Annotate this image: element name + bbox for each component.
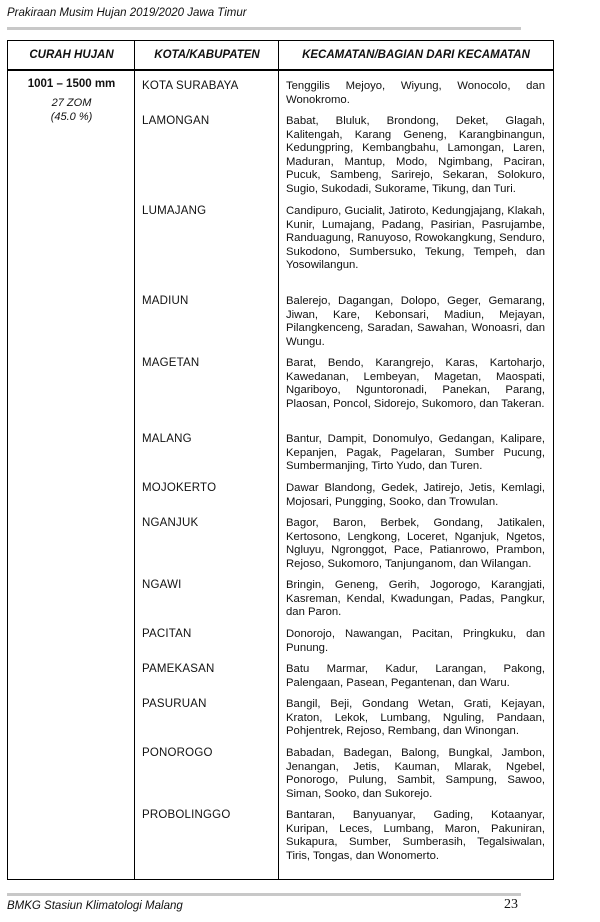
- rainfall-amount: 1001 – 1500 mm: [27, 78, 116, 90]
- city-name: MALANG: [142, 433, 192, 445]
- column-header-curah-hujan: CURAH HUJAN: [29, 49, 114, 61]
- kecamatan-list: Donorojo, Nawangan, Pacitan, Pringkuku, dan Punung.: [286, 628, 545, 654]
- table-header: [8, 41, 553, 71]
- kecamatan-list: Bringin, Geneng, Gerih, Jogorogo, Karangjati, Kasreman, Kendal, Kwadungan, Padas, Pangkur, dan Paron.: [286, 579, 545, 619]
- kecamatan-list: Bantaran, Banyuanyar, Gading, Kotaanyar, Kuripan, Leces, Lumbang, Maron, Pakuniran, Sukapura, Sumber, Sumberasih, Tegalsiwalan, Tiris, Tongas, dan Wonomerto.: [286, 809, 545, 862]
- zom-percent: (45.0 %): [50, 111, 93, 123]
- kecamatan-list: Candipuro, Gucialit, Jatiroto, Kedungjajang, Klakah, Kunir, Lumajang, Padang, Pasirian, Pasrujambe, Randuagung, Ranuyoso, Rowokangkung, Senduro, Sukodono, Sumbersuko, Tekung, Tempeh, dan Yosowilangun.: [286, 205, 545, 272]
- city-name: PONOROGO: [142, 747, 213, 759]
- city-name: PAMEKASAN: [142, 663, 215, 675]
- header-rule: [7, 27, 521, 30]
- city-name: LUMAJANG: [142, 205, 207, 217]
- city-name: MOJOKERTO: [142, 482, 217, 494]
- kecamatan-list: Babadan, Badegan, Balong, Bungkal, Jambon, Jenangan, Jetis, Kauman, Mlarak, Ngebel, Ponorogo, Pulung, Sambit, Sampung, Sawoo, Siman, Sooko, dan Sukorejo.: [286, 747, 545, 800]
- kecamatan-list: Batu Marmar, Kadur, Larangan, Pakong, Palengaan, Pasean, Pegantenan, dan Waru.: [286, 663, 545, 689]
- kecamatan-list: Bagor, Baron, Berbek, Gondang, Jatikalen, Kertosono, Lengkong, Loceret, Nganjuk, Ngetos, Ngluyu, Ngronggot, Pace, Patianrowo, Prambon, Rejoso, Sukomoro, Tanjunganom, dan Wilangan.: [286, 517, 545, 570]
- column-divider: [134, 41, 135, 879]
- city-name: PACITAN: [142, 628, 192, 640]
- footer-source: BMKG Stasiun Klimatologi Malang: [7, 900, 183, 912]
- zom-count: 27 ZOM: [51, 97, 92, 109]
- kecamatan-list: Babat, Bluluk, Brondong, Deket, Glagah, Kalitengah, Karang Geneng, Karangbinangun, Kedungpring, Kembangbahu, Lamongan, Laren, Maduran, Mantup, Modo, Ngimbang, Paciran, Pucuk, Sambeng, Sarirejo, Sekaran, Solokuro, Sugio, Sukodadi, Sukorame, Tikung, dan Turi.: [286, 115, 545, 195]
- kecamatan-list: Balerejo, Dagangan, Dolopo, Geger, Gemarang, Jiwan, Kare, Kebonsari, Madiun, Mejayan, Pilangkenceng, Saradan, Sawahan, Wonoasri, dan Wungu.: [286, 295, 545, 348]
- page-header-title: Prakiraan Musim Hujan 2019/2020 Jawa Timur: [7, 7, 247, 19]
- city-name: NGANJUK: [142, 517, 199, 529]
- kecamatan-list: Bangil, Beji, Gondang Wetan, Grati, Kejayan, Kraton, Lekok, Lumbang, Nguling, Pandaan, Pohjentrek, Rejoso, Rembang, dan Winongan.: [286, 698, 545, 738]
- page-number: 23: [504, 897, 518, 912]
- kecamatan-list: Tenggilis Mejoyo, Wiyung, Wonocolo, dan Wonokromo.: [286, 80, 545, 106]
- footer-rule: [7, 893, 521, 896]
- city-name: PROBOLINGGO: [142, 809, 231, 821]
- city-name: NGAWI: [142, 579, 182, 591]
- city-name: PASURUAN: [142, 698, 207, 710]
- column-header-kota-kabupaten: KOTA/KABUPATEN: [154, 49, 260, 61]
- kecamatan-list: Dawar Blandong, Gedek, Jatirejo, Jetis, Kemlagi, Mojosari, Pungging, Sooko, dan Trowulan.: [286, 482, 545, 508]
- city-name: KOTA SURABAYA: [142, 80, 239, 92]
- kecamatan-list: Bantur, Dampit, Donomulyo, Gedangan, Kalipare, Kepanjen, Pagak, Pagelaran, Sumber Pucung, Sumbermanjing, Tirto Yudo, dan Turen.: [286, 433, 545, 473]
- city-name: MAGETAN: [142, 357, 200, 369]
- city-name: MADIUN: [142, 295, 189, 307]
- column-divider: [278, 41, 279, 879]
- rainfall-table: [7, 40, 554, 880]
- city-name: LAMONGAN: [142, 115, 210, 127]
- curah-hujan-cell: [8, 78, 135, 124]
- column-header-kecamatan: KECAMATAN/BAGIAN DARI KECAMATAN: [302, 49, 530, 61]
- kecamatan-list: Barat, Bendo, Karangrejo, Karas, Kartoharjo, Kawedanan, Lembeyan, Magetan, Maospati, Ngariboyo, Nguntoronadi, Panekan, Parang, Plaosan, Poncol, Sidorejo, Sukomoro, dan Takeran.: [286, 357, 545, 410]
